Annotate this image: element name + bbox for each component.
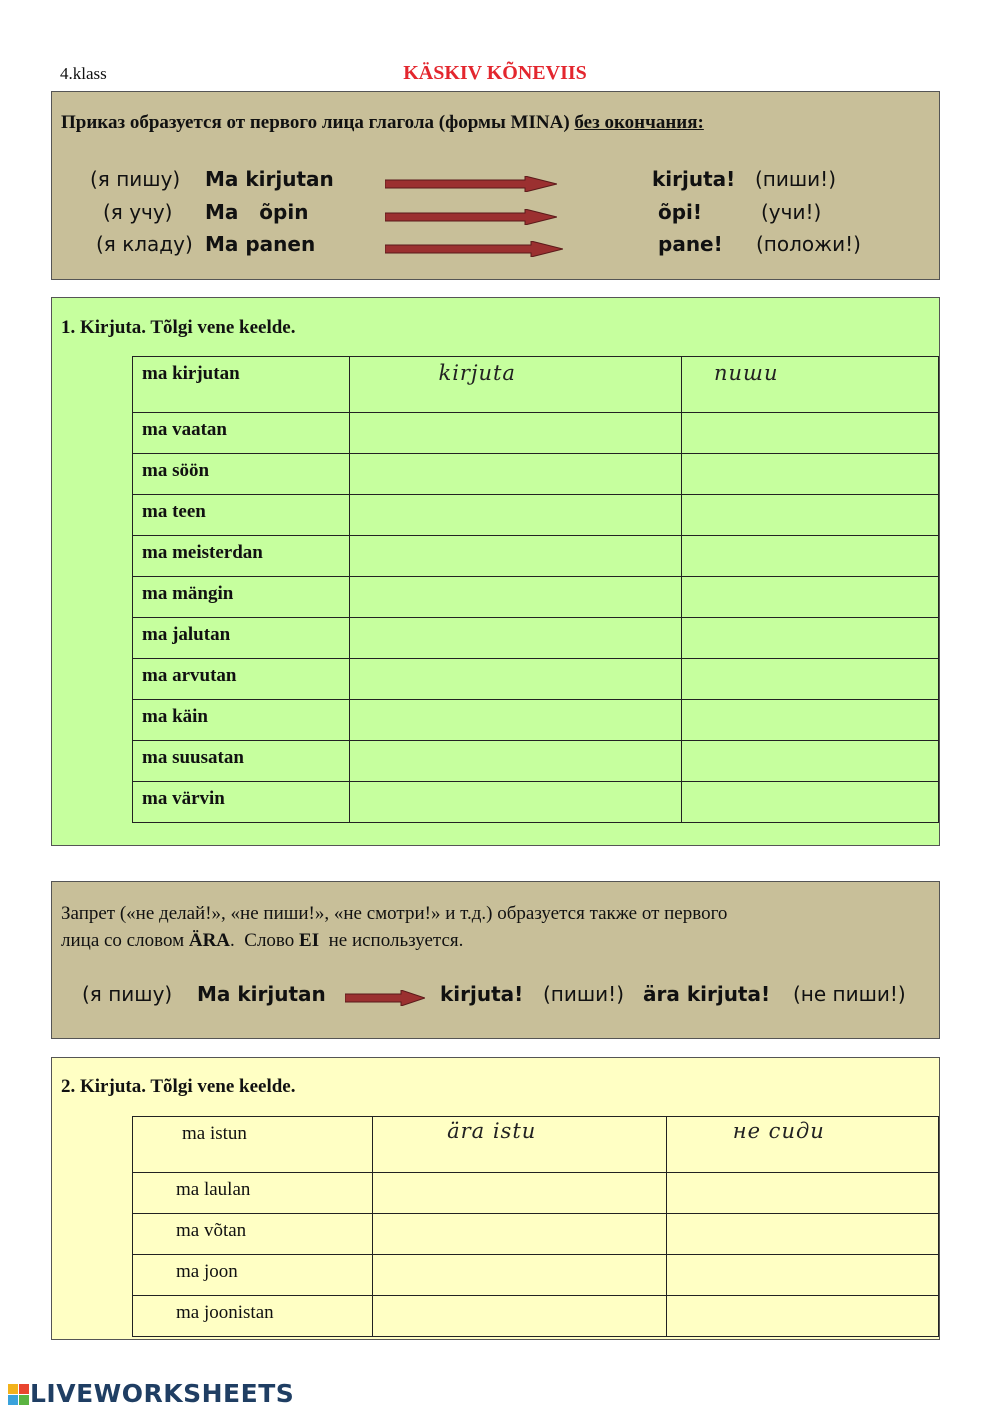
translation-field[interactable] (682, 454, 939, 495)
translation-field[interactable] (666, 1296, 938, 1337)
answer-field[interactable] (350, 741, 682, 782)
page-title: KÄSKIV KÕNEVIIS (403, 62, 587, 84)
example-ru: (я пишу) (90, 167, 181, 191)
answer-field[interactable] (350, 659, 682, 700)
answer-field[interactable] (350, 495, 682, 536)
rule-heading-underlined: без окончания: (574, 112, 704, 133)
verb-cell: ma vaatan (133, 413, 350, 454)
answer-field[interactable] (350, 454, 682, 495)
verb-cell: ma suusatan (133, 741, 350, 782)
translation-field[interactable] (682, 357, 939, 413)
ban-rule-text (61, 900, 921, 954)
table-row (133, 577, 939, 618)
ara-word: ÄRA (188, 930, 231, 951)
translation-field[interactable] (682, 618, 939, 659)
task1-table (132, 356, 939, 823)
verb-cell: ma teen (133, 495, 350, 536)
table-row (133, 495, 939, 536)
example-result: kirjuta! (652, 167, 736, 191)
table-row (133, 741, 939, 782)
right-arrow-icon (345, 990, 425, 1006)
answer-field[interactable] (373, 1117, 667, 1173)
handwritten-answer: ära istu (447, 1119, 537, 1143)
verb-cell: ma värvin (133, 782, 350, 823)
task2-title: 2. Kirjuta. Tõlgi vene keelde. (61, 1076, 296, 1097)
translation-field[interactable] (666, 1173, 938, 1214)
table-row (133, 536, 939, 577)
rule-heading-text: Приказ образуется от первого лица глагола (формы MINA) (61, 112, 570, 133)
example-row (52, 167, 941, 197)
example-et: Ma kirjutan (197, 982, 326, 1006)
answer-field[interactable] (373, 1214, 667, 1255)
answer-field[interactable] (373, 1255, 667, 1296)
answer-field[interactable] (350, 413, 682, 454)
translation-field[interactable] (682, 741, 939, 782)
ban-text-part: . Слово (230, 930, 300, 951)
task1-box (51, 297, 940, 846)
verb-cell: ma söön (133, 454, 350, 495)
example-result-ru: (учи!) (761, 200, 822, 224)
table-row (133, 1255, 939, 1296)
answer-field[interactable] (350, 618, 682, 659)
verb-cell: ma mängin (133, 577, 350, 618)
example-result-ru: (пиши!) (543, 982, 624, 1006)
ban-example-ru: (не пиши!) (793, 982, 906, 1006)
right-arrow-icon (385, 209, 557, 225)
example-ru: (я учу) (103, 200, 173, 224)
table-row (133, 1214, 939, 1255)
table-row (133, 700, 939, 741)
table-row (133, 1117, 939, 1173)
answer-field[interactable] (350, 357, 682, 413)
example-ru: (я кладу) (96, 232, 193, 256)
logo-mark-icon (8, 1384, 30, 1406)
translation-field[interactable] (682, 659, 939, 700)
example-result-ru: (пиши!) (755, 167, 836, 191)
example-et: Ma kirjutan (205, 167, 334, 191)
handwritten-translation: пиши (714, 361, 779, 385)
table-row (133, 659, 939, 700)
example-et: Ma panen (205, 232, 316, 256)
table-row (133, 413, 939, 454)
verb-cell: ma istun (133, 1117, 373, 1173)
ban-text-part: не используется. (319, 930, 464, 951)
example-result: õpi! (658, 200, 703, 224)
verb-cell: ma joon (133, 1255, 373, 1296)
answer-field[interactable] (373, 1173, 667, 1214)
verb-cell: ma arvutan (133, 659, 350, 700)
rule-box (51, 91, 940, 280)
grade-label: 4.klass (60, 64, 107, 83)
translation-field[interactable] (666, 1214, 938, 1255)
ban-example-row (52, 982, 941, 1012)
translation-field[interactable] (682, 413, 939, 454)
answer-field[interactable] (350, 700, 682, 741)
verb-cell: ma kirjutan (133, 357, 350, 413)
translation-field[interactable] (682, 495, 939, 536)
example-result-ru: (положи!) (756, 232, 861, 256)
translation-field[interactable] (682, 782, 939, 823)
ban-rule-line2 (61, 927, 921, 954)
verb-cell: ma laulan (133, 1173, 373, 1214)
table-row (133, 1173, 939, 1214)
task2-table (132, 1116, 939, 1337)
ban-rule-box (51, 881, 940, 1039)
verb-cell: ma võtan (133, 1214, 373, 1255)
example-row (52, 200, 941, 230)
answer-field[interactable] (350, 577, 682, 618)
table-row (133, 1296, 939, 1337)
verb-cell: ma jalutan (133, 618, 350, 659)
translation-field[interactable] (682, 536, 939, 577)
table-row (133, 618, 939, 659)
translation-field[interactable] (682, 700, 939, 741)
table-row (133, 454, 939, 495)
ban-text-part: лица со словом (61, 930, 189, 951)
example-et: Ma õpin (205, 200, 309, 224)
rule-heading (61, 112, 704, 134)
ban-example: ära kirjuta! (643, 982, 771, 1006)
example-ru: (я пишу) (82, 982, 173, 1006)
table-row (133, 357, 939, 413)
verb-cell: ma meisterdan (133, 536, 350, 577)
ei-word: EI (299, 930, 320, 951)
handwritten-answer: kirjuta (438, 361, 516, 385)
table-row (133, 782, 939, 823)
verb-cell: ma käin (133, 700, 350, 741)
right-arrow-icon (385, 241, 563, 257)
verb-cell: ma joonistan (133, 1296, 373, 1337)
logo-text: LIVEWORKSHEETS (30, 1379, 295, 1408)
ban-rule-line1: Запрет («не делай!», «не пиши!», «не смотри!» и т.д.) образуется также от первого (61, 903, 728, 924)
translation-field[interactable] (666, 1117, 938, 1173)
handwritten-translation: не сиди (732, 1119, 825, 1143)
translation-field[interactable] (666, 1255, 938, 1296)
answer-field[interactable] (350, 536, 682, 577)
task2-box (51, 1057, 940, 1340)
answer-field[interactable] (373, 1296, 667, 1337)
example-result: kirjuta! (440, 982, 524, 1006)
translation-field[interactable] (682, 577, 939, 618)
answer-field[interactable] (350, 782, 682, 823)
task1-title: 1. Kirjuta. Tõlgi vene keelde. (61, 317, 296, 338)
example-result: pane! (658, 232, 723, 256)
example-row (52, 232, 941, 262)
right-arrow-icon (385, 176, 557, 192)
